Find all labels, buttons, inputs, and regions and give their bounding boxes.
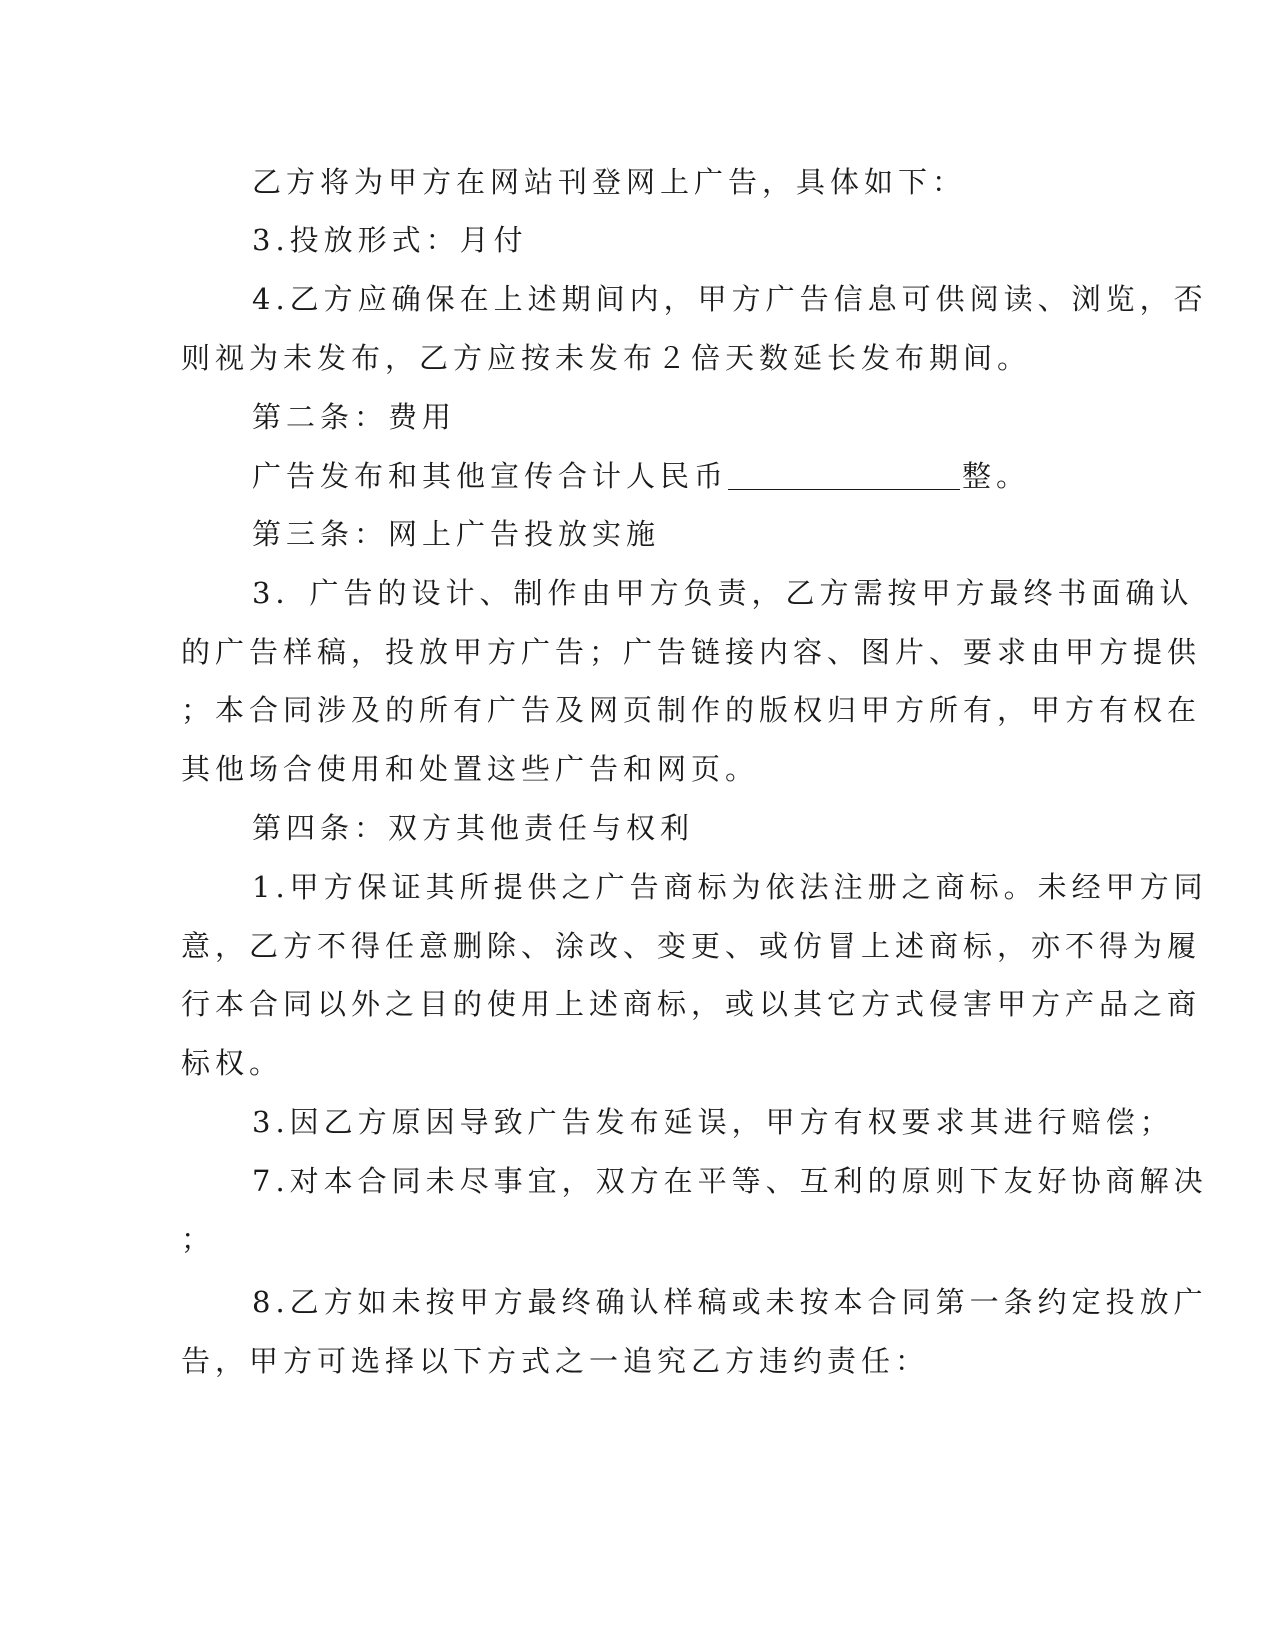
article-3-heading: 第三条：网上广告投放实施 (252, 517, 661, 551)
item-publication-guarantee-line1: 4.乙方应确保在上述期间内，甲方广告信息可供阅读、浏览，否 (252, 282, 1208, 316)
item-design-line1: 3．广告的设计、制作由甲方负责，乙方需按甲方最终书面确认 (252, 576, 1194, 610)
fee-amount-blank (728, 461, 960, 490)
item-trademark-line3: 行本合同以外之目的使用上述商标，或以其它方式侵害甲方产品之商 (181, 987, 1202, 1021)
item-trademark-line1: 1.甲方保证其所提供之广告商标为依法注册之商标。未经甲方同 (252, 870, 1208, 904)
item-negotiation-line2: ； (181, 1222, 216, 1256)
item-design-line2: 的广告样稿，投放甲方广告；广告链接内容、图片、要求由甲方提供 (181, 635, 1202, 669)
item-design-line3: ；本合同涉及的所有广告及网页制作的版权归甲方所有，甲方有权在 (181, 693, 1202, 727)
item-negotiation-line1: 7.对本合同未尽事宜，双方在平等、互利的原则下友好协商解决 (252, 1164, 1208, 1198)
item-delivery-form: 3.投放形式：月付 (252, 223, 528, 257)
article-2-heading: 第二条：费用 (252, 400, 457, 434)
fee-suffix: 整。 (962, 459, 1031, 493)
item-trademark-line2: 意，乙方不得任意删除、涂改、变更、或仿冒上述商标，亦不得为履 (181, 929, 1202, 963)
fee-line (252, 458, 1030, 494)
paragraph-intro: 乙方将为甲方在网站刊登网上广告，具体如下： (252, 165, 967, 199)
item-breach-line2: 告，甲方可选择以下方式之一追究乙方违约责任： (181, 1344, 930, 1378)
item-trademark-line4: 标权。 (181, 1046, 284, 1080)
item-breach-line1: 8.乙方如未按甲方最终确认样稿或未按本合同第一条约定投放广 (252, 1285, 1208, 1319)
item-delay-compensation: 3.因乙方原因导致广告发布延误，甲方有权要求其进行赔偿； (252, 1105, 1174, 1139)
item-design-line4: 其他场合使用和处置这些广告和网页。 (181, 752, 760, 786)
article-4-heading: 第四条：双方其他责任与权利 (252, 811, 695, 845)
item-publication-guarantee-line2: 则视为未发布，乙方应按未发布２倍天数延长发布期间。 (181, 341, 1032, 375)
fee-label: 广告发布和其他宣传合计人民币 (252, 459, 729, 493)
